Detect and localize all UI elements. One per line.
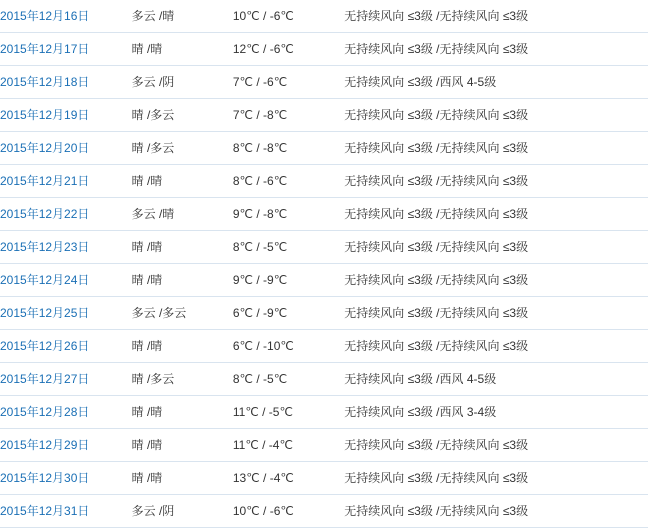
cell-temperature: 8℃ / -5℃ bbox=[233, 231, 344, 264]
cell-wind: 无持续风向 ≤3级 /无持续风向 ≤3级 bbox=[344, 33, 648, 66]
cell-date: 2015年12月26日 bbox=[0, 330, 132, 363]
cell-temperature: 10℃ / -6℃ bbox=[233, 0, 344, 33]
cell-wind: 无持续风向 ≤3级 /西风 3-4级 bbox=[344, 396, 648, 429]
table-row bbox=[0, 165, 648, 198]
cell-wind: 无持续风向 ≤3级 /无持续风向 ≤3级 bbox=[344, 0, 648, 33]
cell-wind: 无持续风向 ≤3级 /无持续风向 ≤3级 bbox=[344, 495, 648, 528]
cell-date: 2015年12月28日 bbox=[0, 396, 132, 429]
cell-wind: 无持续风向 ≤3级 /无持续风向 ≤3级 bbox=[344, 264, 648, 297]
cell-condition: 多云 /晴 bbox=[132, 0, 233, 33]
cell-condition: 晴 /晴 bbox=[132, 264, 233, 297]
cell-date: 2015年12月25日 bbox=[0, 297, 132, 330]
cell-temperature: 11℃ / -4℃ bbox=[233, 429, 344, 462]
cell-temperature: 6℃ / -10℃ bbox=[233, 330, 344, 363]
cell-condition: 晴 /晴 bbox=[132, 165, 233, 198]
table-row bbox=[0, 99, 648, 132]
table-row bbox=[0, 66, 648, 99]
cell-condition: 晴 /多云 bbox=[132, 132, 233, 165]
table-row bbox=[0, 330, 648, 363]
table-row bbox=[0, 0, 648, 33]
cell-temperature: 7℃ / -6℃ bbox=[233, 66, 344, 99]
table-row bbox=[0, 297, 648, 330]
table-row bbox=[0, 429, 648, 462]
cell-date: 2015年12月24日 bbox=[0, 264, 132, 297]
cell-condition: 晴 /晴 bbox=[132, 462, 233, 495]
cell-wind: 无持续风向 ≤3级 /无持续风向 ≤3级 bbox=[344, 99, 648, 132]
cell-date: 2015年12月27日 bbox=[0, 363, 132, 396]
table-row bbox=[0, 462, 648, 495]
cell-date: 2015年12月18日 bbox=[0, 66, 132, 99]
cell-temperature: 13℃ / -4℃ bbox=[233, 462, 344, 495]
cell-date: 2015年12月19日 bbox=[0, 99, 132, 132]
cell-wind: 无持续风向 ≤3级 /无持续风向 ≤3级 bbox=[344, 429, 648, 462]
cell-condition: 多云 /多云 bbox=[132, 297, 233, 330]
cell-condition: 多云 /阴 bbox=[132, 495, 233, 528]
cell-date: 2015年12月22日 bbox=[0, 198, 132, 231]
table-row bbox=[0, 198, 648, 231]
cell-date: 2015年12月31日 bbox=[0, 495, 132, 528]
cell-date: 2015年12月21日 bbox=[0, 165, 132, 198]
cell-wind: 无持续风向 ≤3级 /无持续风向 ≤3级 bbox=[344, 330, 648, 363]
cell-wind: 无持续风向 ≤3级 /西风 4-5级 bbox=[344, 363, 648, 396]
table-row bbox=[0, 33, 648, 66]
table-row bbox=[0, 264, 648, 297]
cell-condition: 晴 /晴 bbox=[132, 396, 233, 429]
cell-date: 2015年12月17日 bbox=[0, 33, 132, 66]
cell-condition: 晴 /晴 bbox=[132, 330, 233, 363]
table-row bbox=[0, 231, 648, 264]
cell-wind: 无持续风向 ≤3级 /无持续风向 ≤3级 bbox=[344, 462, 648, 495]
cell-wind: 无持续风向 ≤3级 /无持续风向 ≤3级 bbox=[344, 132, 648, 165]
cell-wind: 无持续风向 ≤3级 /无持续风向 ≤3级 bbox=[344, 198, 648, 231]
cell-date: 2015年12月30日 bbox=[0, 462, 132, 495]
cell-temperature: 6℃ / -9℃ bbox=[233, 297, 344, 330]
table-row bbox=[0, 396, 648, 429]
cell-condition: 晴 /多云 bbox=[132, 99, 233, 132]
cell-condition: 晴 /多云 bbox=[132, 363, 233, 396]
cell-temperature: 8℃ / -5℃ bbox=[233, 363, 344, 396]
cell-date: 2015年12月20日 bbox=[0, 132, 132, 165]
cell-temperature: 7℃ / -8℃ bbox=[233, 99, 344, 132]
cell-temperature: 8℃ / -8℃ bbox=[233, 132, 344, 165]
cell-temperature: 12℃ / -6℃ bbox=[233, 33, 344, 66]
cell-temperature: 9℃ / -8℃ bbox=[233, 198, 344, 231]
table-row bbox=[0, 495, 648, 528]
cell-temperature: 8℃ / -6℃ bbox=[233, 165, 344, 198]
table-row bbox=[0, 363, 648, 396]
cell-temperature: 10℃ / -6℃ bbox=[233, 495, 344, 528]
cell-date: 2015年12月29日 bbox=[0, 429, 132, 462]
cell-condition: 多云 /阴 bbox=[132, 66, 233, 99]
cell-condition: 晴 /晴 bbox=[132, 429, 233, 462]
cell-wind: 无持续风向 ≤3级 /西风 4-5级 bbox=[344, 66, 648, 99]
cell-wind: 无持续风向 ≤3级 /无持续风向 ≤3级 bbox=[344, 297, 648, 330]
table-row bbox=[0, 132, 648, 165]
cell-date: 2015年12月16日 bbox=[0, 0, 132, 33]
cell-condition: 晴 /晴 bbox=[132, 33, 233, 66]
cell-date: 2015年12月23日 bbox=[0, 231, 132, 264]
cell-condition: 多云 /晴 bbox=[132, 198, 233, 231]
cell-wind: 无持续风向 ≤3级 /无持续风向 ≤3级 bbox=[344, 165, 648, 198]
cell-temperature: 9℃ / -9℃ bbox=[233, 264, 344, 297]
cell-wind: 无持续风向 ≤3级 /无持续风向 ≤3级 bbox=[344, 231, 648, 264]
cell-condition: 晴 /晴 bbox=[132, 231, 233, 264]
cell-temperature: 11℃ / -5℃ bbox=[233, 396, 344, 429]
